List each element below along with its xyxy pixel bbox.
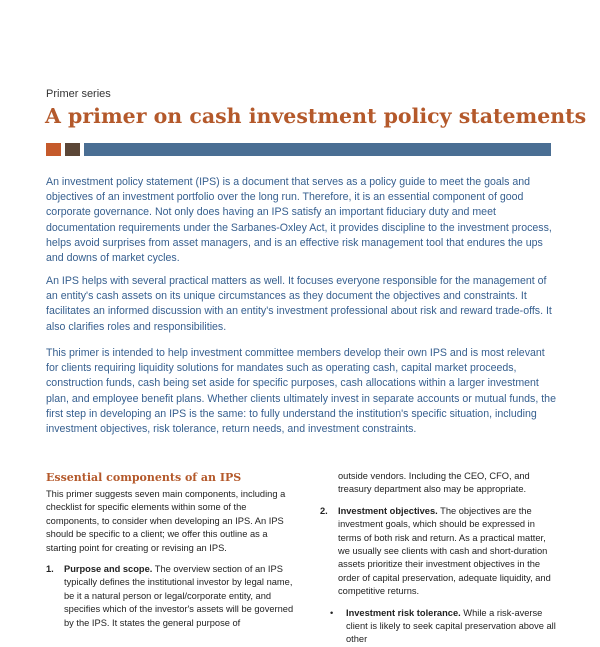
intro-paragraph-1: An investment policy statement (IPS) is a document that serves as a policy guide to meet the goals and objectives of an investment portfolio over the long run. Therefore, it is an essential component of good corporate governance. Not only does having an IPS satisfy an important fiduciary duty and meet documentation requirements under the Sarbanes-Oxley Act, it provides discipline to the investment process, helps avoid surprises from asset managers, and is an effective risk management tool that endures the ups and downs of market cycles. xyxy=(46,176,552,265)
decor-header-band xyxy=(84,143,551,156)
decor-square-brown xyxy=(65,143,80,156)
item-text: The objectives are the investment goals, which should be expressed in terms of both risk and return. As a practical matter, we usually see clients with cash and short-duration assets prioritize their investment objectives in the order of capital preservation, adequate liquidity, and competitive returns. xyxy=(338,505,551,597)
item-number: 1. xyxy=(46,564,54,575)
continued-text: outside vendors. Including the CEO, CFO, and treasury department also may be appropriate. xyxy=(338,471,530,495)
sub-list-item-risk xyxy=(320,607,556,647)
item-title: Purpose and scope. xyxy=(64,564,153,575)
list-item-objectives xyxy=(320,505,556,599)
item-title: Investment objectives. xyxy=(338,505,438,516)
list-item-purpose xyxy=(46,563,294,630)
series-label: Primer series xyxy=(46,88,111,100)
decor-square-orange xyxy=(46,143,61,156)
section-lead: This primer suggests seven main components, including a checklist for specific elements within some of the components, to consider when developing an IPS. An IPS should be specific to a client; we offer this outline as a starting point for creating or revising an IPS. xyxy=(46,489,286,553)
page-title: A primer on cash investment policy statements xyxy=(45,104,587,128)
item-number: 2. xyxy=(320,505,328,516)
sub-item-title: Investment risk tolerance. xyxy=(346,607,461,618)
intro-paragraph-2: An IPS helps with several practical matters as well. It focuses everyone responsible for the management of an entity's cash assets on its unique circumstances as they document the objectives and constraints. It facilitates an informed discussion with an entity's investment professional about risk and reward trade-offs. It also clarifies roles and responsibilities. xyxy=(46,275,552,333)
right-column xyxy=(320,470,556,647)
intro-paragraph-3: This primer is intended to help investment committee members develop their own IPS and is most relevant for clients requiring liquidity solutions for mandates such as operating cash, capital market proceeds, construction funds, cash being set aside for specific purposes, cash allocations within a larger investment plan, and employee benefit plans. Whether clients ultimately invest in separate accounts or mutual funds, the first step in developing an IPS is the same: to fully understand the institution's specific situation, including investment objectives, risk tolerance, return needs, and investment constraints. xyxy=(46,347,556,436)
item-text: The overview section of an IPS typically defines the institutional investor by legal name, be it a natural person or legal/corporate entity, and specifies which of the investor's assets will be governed by the IPS. It states the general purpose of xyxy=(64,564,294,628)
sub-item-text: While a risk-averse client is likely to seek capital preservation above all other xyxy=(346,607,556,645)
section-heading: Essential components of an IPS xyxy=(46,471,242,484)
bullet-marker: • xyxy=(330,607,334,618)
left-column xyxy=(46,470,294,630)
